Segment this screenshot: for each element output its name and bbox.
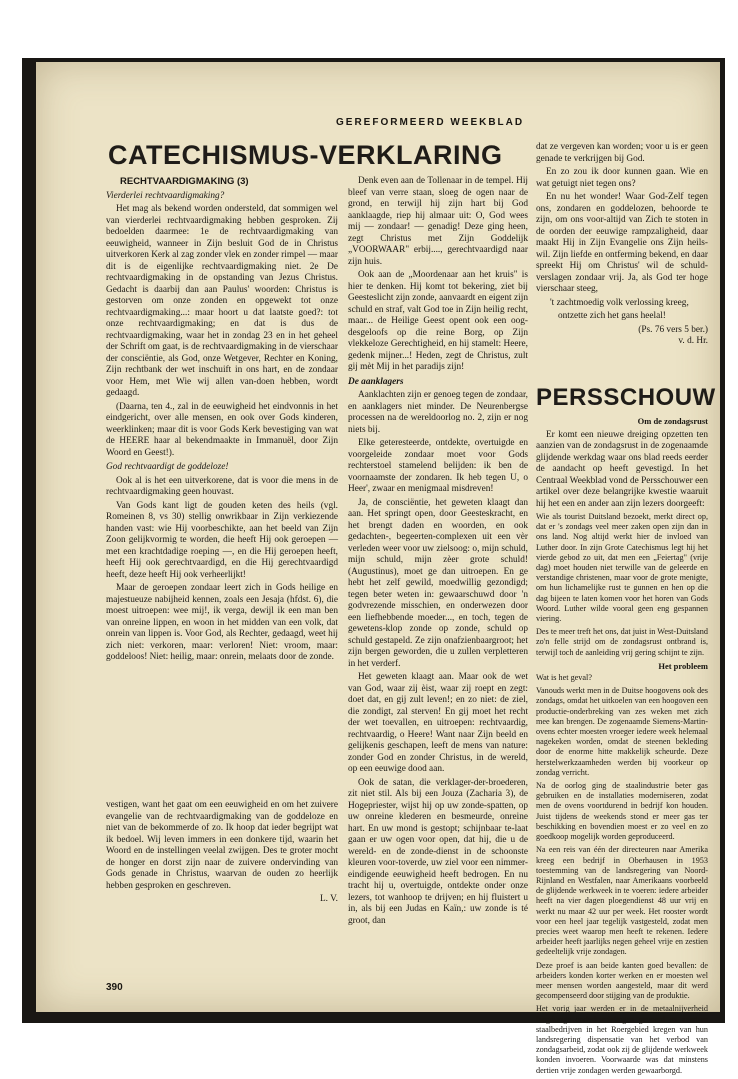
paragraph: Het geweten klaagt aan. Maar ook de wet van God, waar zij èist, waar zij roept en zegt: doet dat, en gij zult leven!; en zo niet: de ziel, die zondigt, zal sterven! En gij moet het recht der wet toevallen, en uitroepen: rechtvaardig, rechtvaardig, o Heere! Want naar Zijn beeld en gelijkenis geschapen, leeft de mens van nature: zonder God en zonder Christus, in de wereld, op een eeuwige dood aan.	[348, 672, 528, 774]
scan-border	[22, 58, 725, 1075]
author-signature-vdhr: v. d. Hr.	[678, 336, 708, 346]
paragraph: Maar de geroepen zondaar leert zich in Gods heilige en majestueuze nabijheid kennen, zoals een Jesaja (hfdst. 6), die moest uitroepen: wee mij!, ik verga, dewijl ik een man ben van onreine lippen, en woon in het midden van een volk, dat onrein van lippen is. Voor God, als Rechter, gedaagd, weet hij zich niet: verkoren, maar: verloren! Niet: vroom, maar: goddeloos! Niet: heilig, maar: onrein, melaats door de zonde.	[106, 583, 338, 662]
paragraph: Van Gods kant ligt de gouden keten des heils (vgl. Romeinen 8, vs 30) stellig onwrikbaar in Zijn verkiezende handen vast: wie Hij voorbeschikte, aan het beeld van Zijn Zoon gelijkvormig te worden, die heeft Hij ook geroepen — met een krachtdadige roeping —, en die Hij geroepen heeft, heeft Hij ook gerechtvaardigd, en die Hij gerechtvaardigd heeft, deze heeft Hij ook verheerlijkt!	[106, 500, 338, 580]
subheading-aanklagers: De aanklagers	[348, 376, 404, 387]
paragraph: Vanouds werkt men in de Duitse hoogovens ook des zondags, omdat het uitkoelen van een hoogoven een productie-onderbreking van zes weken met zich mee kan brengen. De zogenaamde Siemens-Martin-ovens echter moesten vroeger iedere week helemaal nagekeken worden, omdat de steenen bekleding door de enorme hitte makkelijk scheurde. Deze herstelwerkzaamheden werden bij voorkeur op zondag verricht.	[536, 686, 708, 777]
paragraph: Na de oorlog ging de staalindustrie beter gas gebruiken en de installaties moderniseren, zodat men de ovens voortdurend in bedrijf kon houden. Juist tijdens de weekends stond er meer gas ter beschikking en bovendien moest er zo veel en zo goedkoop mogelijk worden geproduceerd.	[536, 781, 708, 842]
poem-line: ontzette zich het gans heelal!	[558, 311, 666, 321]
paragraph: vestigen, want het gaat om een eeuwigheid en om het zuivere evangelie van de rechtvaardigmaking van de goddeloze en niet van de bekommerde of zo. Ik hoop dat ieder begrijpt wat ik bedoel. Wij leven immers in een donkere tijd, waarin het Woord en de instellingen veelal zwijgen. Des te groter mocht de honger en dorst zijn naar de zuivere ondervinding van Gods genade in Christus, waarvan de ouden zo heerlijk hebben gesproken en geschreven.	[106, 800, 338, 891]
running-head-text: GEREFORMEERD WEEKBLAD	[336, 117, 525, 128]
paragraph: Aanklachten zijn er genoeg tegen de zondaar, en aanklagers niet minder. De Neurenbergse processen na de wereldoorlog no. 2, zijn er nog niets bij.	[348, 390, 528, 435]
subheading-vierderlei: Vierderlei rechtvaardigmaking?	[106, 190, 225, 201]
paragraph: Wat is het geval?	[536, 673, 592, 683]
subheading-goddeloze: God rechtvaardigt de goddeloze!	[106, 462, 229, 472]
article-column-2	[348, 176, 528, 929]
subheading-probleem: Het probleem	[658, 660, 708, 671]
paragraph: Ook de satan, die verklager-der-broederen, zit niet stil. Als bij een Jouza (Zacharia 3), de Hogepriester, wijst hij op uw zonde-spatten, op uw onreine klederen en besmeurde, onreine hart. En uw mond is gestopt; schijnbaar te-laat gaan er uw ogen voor open, dat hij, die u de wereld- en de zonde-dienst in de schoonste kleuren voor-toverde, uw ziel voor een nimmer-eindigende eeuwigheid heeft bedrogen. En nu tracht hij u, overtuigde, ontdekte onder onze lezers, tot wanhoop te drijven; en hij fluistert u in, als bij een Judas en Kaïn,: uw zonde is té groot, dan	[348, 777, 528, 926]
page-number: 390	[106, 982, 123, 993]
paragraph: En zo zou ik door kunnen gaan. Wie en wat getuigt niet tegen ons?	[536, 167, 708, 189]
paragraph: En nu het wonder! Waar God-Zelf tegen ons, zondaren en goddelozen, behoorde te zijn, om ons voor-altijd van Zich te stoten in de oorden der eeuwige rampzaligheid, daar maakt Hij in Zijn Evangelie ons Zijn heils-wil. Zijn liefde en ontferming bekend, en daar spreekt Hij om Christus' wil de schuld-verslagen zondaar vrij. Ja, als God ter hoge vierschaar steeg,	[536, 192, 708, 294]
paragraph: Ook aan de „Moordenaar aan het kruis" is hier te denken. Hij komt tot bekering, ziet bij Geesteslicht zijn zonde, aanvaardt en eigent zijn schuld en straf, valt God toe in Zijn heilig recht, maar... de Heilige Geest opent ook een oog-desgeloofs op die reine Borg, op Zijn vlekkeloze Gerechtigheid, en hij stamelt: Heere, gedenk mijner...! Heden, zegt de Christus, zult gij mèt Mij in het paradijs zijn!	[348, 270, 528, 372]
paragraph: Het vorig jaar werden er in de metaalnijverheid langdurige onderhandelingen gevoerd en veertien staalbedrijven in het Roergebied kregen van hun landsregering dispensatie van het verbod van zondagsarbeid, zodat ook zij de glijdende werkweek konden invoeren. Voorwaarde was dat minstens dertien vrije zondagen werden gewaarborgd.	[536, 1004, 708, 1075]
newspaper-page	[36, 62, 720, 1075]
author-signature-lv: L. V.	[320, 894, 338, 904]
persschouw-title: PERSSCHOUW	[536, 384, 716, 411]
poem-reference: (Ps. 76 vers 5 ber.)	[638, 324, 708, 335]
paragraph: Elke geteresteerde, ontdekte, overtuigde en voorgeleide zondaar moet voor Gods rechterstoel stamelend belijden: ik ben de voornaamste der zondaren. Ik heb tegen U, o Heer', zwaar en menigmaal misdreven!	[348, 438, 528, 494]
paragraph: Na een reis van één der directeuren naar Amerika kreeg een bedrijf in Oberhausen in 1953 toestemming van de landsregering van Noord-Rijnland en Westfalen, naar Amerikaans voorbeeld de glijdende werkweek in te voeren: iedere arbeider heeft na vier dagen ploegendienst 48 uur vrij en werkt nu maar 42 uur per week. Het rooster wordt voor een heel jaar tegelijk vastgesteld, zodat men precies weet waarop men heeft te rekenen. Iedere arbeider heeft jaarlijks negen geheel vrije en zestien gedeeltelijk vrije zondagen.	[536, 845, 708, 957]
persschouw-subheading: Om de zondagsrust	[637, 416, 708, 426]
persschouw-column	[536, 414, 708, 1079]
paragraph: dat ze vergeven kan worden; voor u is er geen genade te verkrijgen bij God.	[536, 142, 708, 164]
article-column-3	[536, 142, 708, 348]
paragraph: Des te meer treft het ons, dat juist in West-Duitsland zo'n felle strijd om de zondagsrust ontbrand is, terwijl toch de aanleiding vrij gering schijnt te zijn.	[536, 627, 708, 657]
poem-line: 't zachtmoedig volk verlossing kreeg,	[550, 297, 689, 308]
running-head	[336, 117, 536, 131]
article-column-1-bottom	[106, 800, 338, 906]
article-column-1	[106, 176, 338, 666]
article-title: CATECHISMUS-VERKLARING	[108, 140, 503, 170]
paragraph: (Daarna, ten 4., zal in de eeuwigheid het eindvonnis in het eindgericht, over alle mensen, en ook over Gods kinderen, weerklinken; maar dit is voor Gods Kerk bevestiging van wat de HEERE haar al bekendmaakte in Immanuël, door Zijn Woord en Geest!).	[106, 401, 338, 458]
paragraph: Er komt een nieuwe dreiging opzetten ten aanzien van de zondagsrust in de zogenaamde glijdende werkdag waar ons blad reeds eerder de aandacht op heeft gevestigd. In het Centraal Weekblad vond de Persschouwer een artikel over deze belangrijke kwestie waaruit hij het een en ander aan zijn lezers doorgeeft:	[536, 429, 708, 509]
paragraph: Denk even aan de Tollenaar in de tempel. Hij bleef van verre staan, sloeg de ogen naar de grond, en terwijl hij zijn hart bij God aanklaagde, riep hij almaar uit: O, God wees mij — zondaar! — genadig! Deze ging heen, zegt Christus met Zijn Goddelijk „VOORWAAR" erbij...., gerechtvaardigd naar zijn huis.	[348, 176, 528, 267]
paragraph: Wie als tourist Duitsland bezoekt, merkt direct op, dat er 's zondags veel meer zaken open zijn dan in ons land. Nog altijd werkt hier de invloed van Luther door. In zijn Grote Catechismus legt hij het vierde gebod zo uit, dat men een „Feiertag" (vrije dag) moet houden niet terwille van de geleerde en verstandige christenen, maar voor de grote menigte, om hun lichamelijke rust te gunnen en hen op die dag bijeen te laten komen voor het horen van Gods Woord. Luther wilde vooral geen eng gespannen viering.	[536, 512, 708, 624]
paragraph: Deze proef is aan beide kanten goed bevallen: de arbeiders konden korter werken en er moesten wel meer mensen worden aangesteld, maar dit werd gecompenseerd door stijging van de produktie.	[536, 960, 708, 1001]
paragraph: Ja, de consciëntie, het geweten klaagt dan aan. Het springt open, door Geesteskracht, en het brengt daden en woorden, en ook gedachten-, begeerten-complexen uit een vèr verleden weer voor uw zielsoog: o, mijn schuld, mijn schuld, mijn zèer grote schuld! (Augustinus), moet ge dan uitroepen. En ge hebt het zelf gewild, moedwillig gezondigd; tegen beter weten in: gewaarschuwd door 'n godvrezende misschien, en onderwezen door een liefhebbende moeder..., en toch, tegen de gewetens-klop zonde op zonde, schuld op schuld gestapeld. Ze zijn onafzienbaargroot; het zijn bergen geworden, die u zullen verpletteren in het verderf.	[348, 497, 528, 669]
paragraph: Het mag als bekend worden ondersteld, dat sommigen wel van vierderlei rechtvaardigmaking hebben gesproken. Zij bedoelden daarmee: 1e de rechtvaardigmaking van eeuwigheid, wanneer in Zijn besluit God de in Christus uitverkoren Kerk al zag zonder vlek en zonder rimpel — maar dit is de eigenlijke rechtvaardigmaking niet. 2e De rechtvaardigmaking in de opstanding van Jezus Christus. Gedacht is daarbij dan aan Paulus' woorden: Christus is gestorven om onze zonden en opgewekt tot onze rechtvaardigmaking...: maar hoort u dat laatste goed?: tot onze rechtvaardigmaking; en dat is dus de rechtvaardigmaking, waar het in zondag 23 en in het geheel der Schrift om gaat, is de rechtvaardigmaking in de vierschaar der consciëntie, als God, onze Wetgever, Rechter en Koning, Zijn rechtbank der wet inschuift in ons hart, en de zondaar voor Hem, met Wie wij allen van-doen hebben, wordt gedaagd.	[106, 204, 338, 398]
section-heading: RECHTVAARDIGMAKING (3)	[120, 176, 249, 187]
quoted-text	[536, 512, 708, 1076]
paragraph: Ook al is het een uitverkorene, dat is voor die mens in de rechtvaardigmaking geen houvast.	[106, 475, 338, 497]
